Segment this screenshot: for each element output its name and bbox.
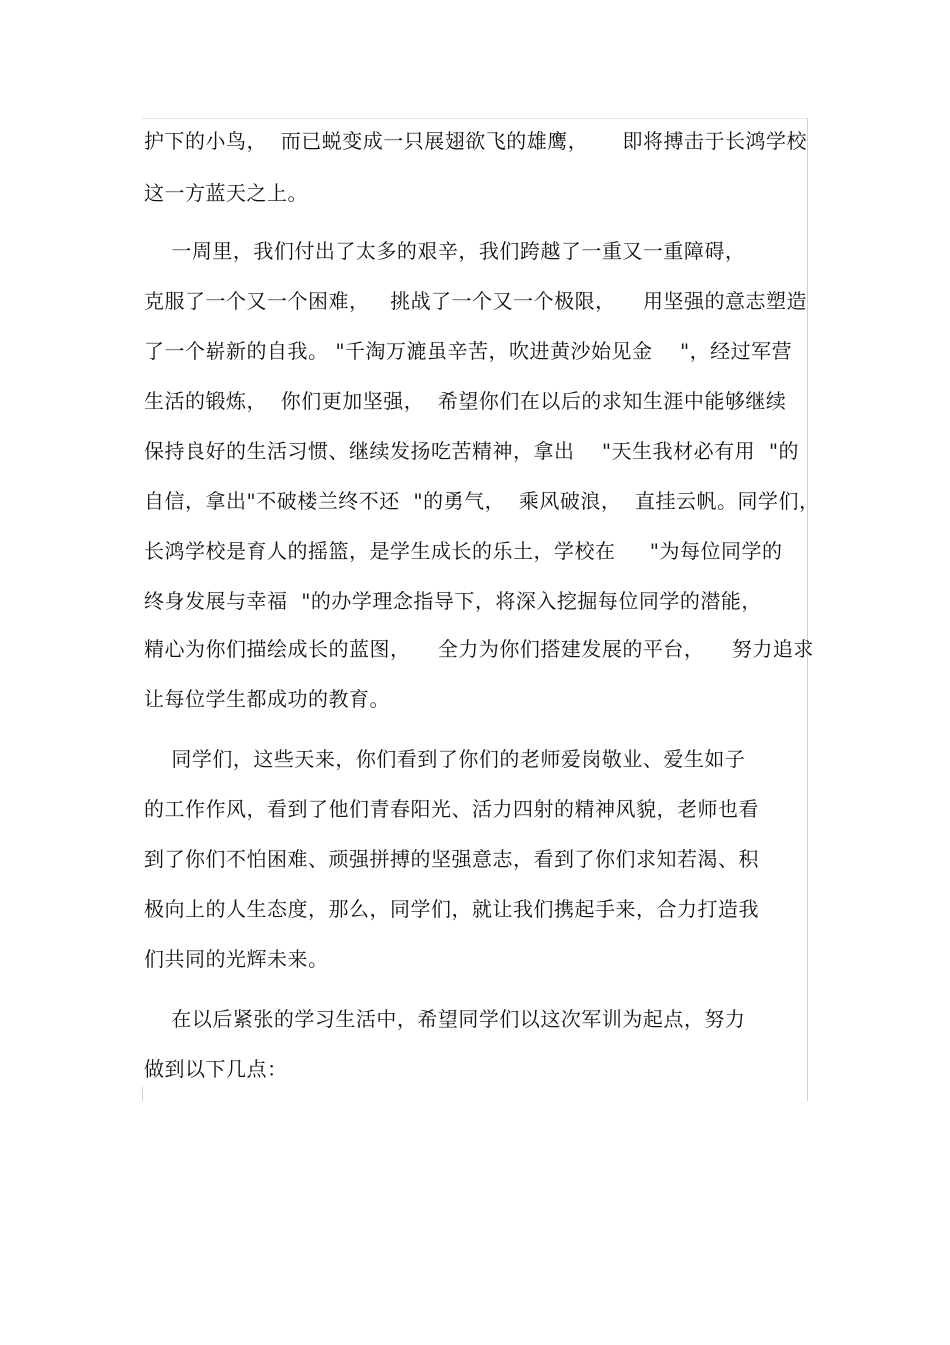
paragraph-2-line-1: 一周里，我们付出了太多的艰辛，我们跨越了一重又一重障碍， [144, 239, 746, 263]
paragraph-3-line-1: 同学们，这些天来，你们看到了你们的老师爱岗敬业、爱生如子 [144, 747, 746, 771]
paragraph-3-line-2: 的工作作风，看到了他们青春阳光、活力四射的精神风貌，老师也看 [144, 797, 759, 821]
paragraph-2-line-10: 让每位学生都成功的教育。 [144, 687, 390, 711]
paragraph-2-line-3: 了一个崭新的自我。 "千淘万漉虽辛苦，吹进黄沙始见金 "，经过军营 [144, 339, 793, 363]
paragraph-1-line-1: 护下的小鸟， 而已蜕变成一只展翅欲飞的雄鹰， 即将搏击于长鸿学校 [144, 129, 808, 153]
paragraph-2-line-9: 精心为你们描绘成长的蓝图， 全力为你们搭建发展的平台， 努力追求 [144, 637, 814, 661]
paragraph-2-line-7: 长鸿学校是育人的摇篮，是学生成长的乐土，学校在 "为每位同学的 [144, 539, 783, 563]
paragraph-2-line-8: 终身发展与幸福 "的办学理念指导下，将深入挖掘每位同学的潜能， [144, 589, 762, 613]
paragraph-3-line-3: 到了你们不怕困难、顽强拼搏的坚强意志，看到了你们求知若渴、积 [144, 847, 759, 871]
paragraph-1-line-2: 这一方蓝天之上。 [144, 181, 308, 205]
paragraph-2-line-5: 保持良好的生活习惯、继续发扬吃苦精神，拿出 "天生我材必有用 "的 [144, 439, 800, 463]
paragraph-2-line-2: 克服了一个又一个困难， 挑战了一个又一个极限， 用坚强的意志塑造 [144, 289, 808, 313]
paragraph-2-line-6: 自信，拿出"不破楼兰终不还 "的勇气， 乘风破浪， 直挂云帆。同学们， [144, 489, 820, 513]
paragraph-4-line-2: 做到以下几点： [144, 1057, 288, 1081]
paragraph-3-line-5: 们共同的光辉未来。 [144, 947, 329, 971]
paragraph-4-line-1: 在以后紧张的学习生活中，希望同学们以这次军训为起点，努力 [144, 1007, 746, 1031]
paragraph-2-line-4: 生活的锻炼， 你们更加坚强， 希望你们在以后的求知生涯中能够继续 [144, 389, 787, 413]
paragraph-3-line-4: 极向上的人生态度，那么，同学们，就让我们携起手来，合力打造我 [144, 897, 759, 921]
